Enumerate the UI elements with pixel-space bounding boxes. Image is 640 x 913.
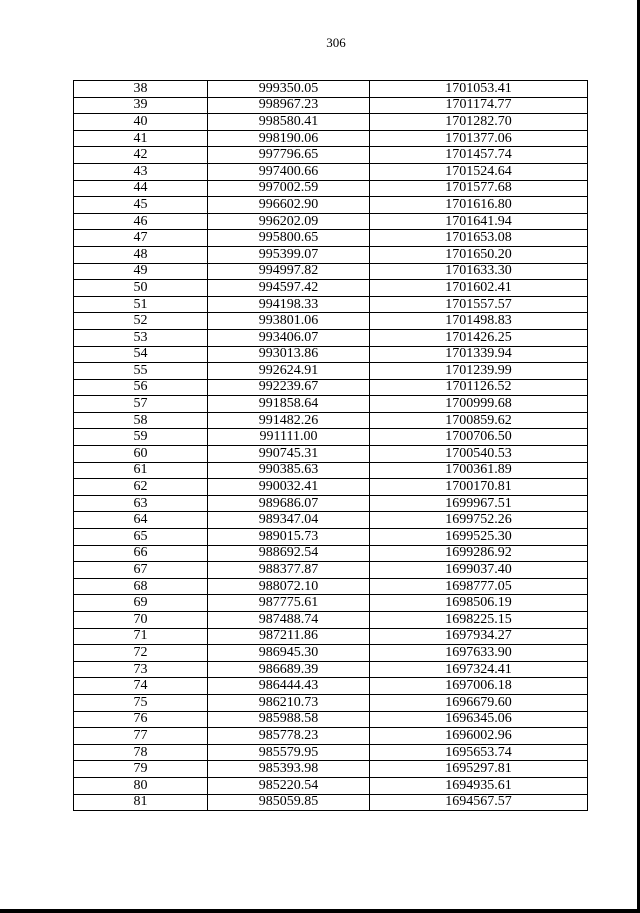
x-coordinate-cell: 997002.59 xyxy=(208,180,370,197)
x-coordinate-cell: 994997.82 xyxy=(208,263,370,280)
table-row xyxy=(74,263,588,280)
x-coordinate-cell: 993406.07 xyxy=(208,329,370,346)
y-coordinate-cell: 1701457.74 xyxy=(370,147,588,164)
point-number-cell: 52 xyxy=(74,313,208,330)
x-coordinate-cell: 985579.95 xyxy=(208,744,370,761)
point-number-cell: 61 xyxy=(74,462,208,479)
x-coordinate-cell: 991482.26 xyxy=(208,412,370,429)
table-row xyxy=(74,595,588,612)
y-coordinate-cell: 1699037.40 xyxy=(370,562,588,579)
y-coordinate-cell: 1701377.06 xyxy=(370,130,588,147)
y-coordinate-cell: 1697324.41 xyxy=(370,661,588,678)
y-coordinate-cell: 1696679.60 xyxy=(370,694,588,711)
table-row xyxy=(74,114,588,131)
point-number-cell: 71 xyxy=(74,628,208,645)
table-row xyxy=(74,379,588,396)
point-number-cell: 78 xyxy=(74,744,208,761)
point-number-cell: 44 xyxy=(74,180,208,197)
table-row xyxy=(74,197,588,214)
y-coordinate-cell: 1700706.50 xyxy=(370,429,588,446)
y-coordinate-cell: 1694935.61 xyxy=(370,777,588,794)
table-row xyxy=(74,761,588,778)
x-coordinate-cell: 985059.85 xyxy=(208,794,370,811)
scan-border-bottom xyxy=(0,909,640,913)
table-row xyxy=(74,147,588,164)
x-coordinate-cell: 989015.73 xyxy=(208,529,370,546)
y-coordinate-cell: 1701126.52 xyxy=(370,379,588,396)
x-coordinate-cell: 986210.73 xyxy=(208,694,370,711)
y-coordinate-cell: 1699286.92 xyxy=(370,545,588,562)
x-coordinate-cell: 986689.39 xyxy=(208,661,370,678)
x-coordinate-cell: 993801.06 xyxy=(208,313,370,330)
point-number-cell: 70 xyxy=(74,612,208,629)
y-coordinate-cell: 1701633.30 xyxy=(370,263,588,280)
x-coordinate-cell: 985988.58 xyxy=(208,711,370,728)
point-number-cell: 47 xyxy=(74,230,208,247)
point-number-cell: 62 xyxy=(74,479,208,496)
x-coordinate-cell: 987775.61 xyxy=(208,595,370,612)
point-number-cell: 74 xyxy=(74,678,208,695)
y-coordinate-cell: 1700859.62 xyxy=(370,412,588,429)
y-coordinate-cell: 1701577.68 xyxy=(370,180,588,197)
x-coordinate-cell: 990032.41 xyxy=(208,479,370,496)
y-coordinate-cell: 1701053.41 xyxy=(370,81,588,98)
x-coordinate-cell: 986444.43 xyxy=(208,678,370,695)
point-number-cell: 58 xyxy=(74,412,208,429)
table-row xyxy=(74,462,588,479)
y-coordinate-cell: 1694567.57 xyxy=(370,794,588,811)
point-number-cell: 51 xyxy=(74,296,208,313)
table-row xyxy=(74,313,588,330)
table-row xyxy=(74,180,588,197)
x-coordinate-cell: 997400.66 xyxy=(208,163,370,180)
x-coordinate-cell: 997796.65 xyxy=(208,147,370,164)
table-row xyxy=(74,628,588,645)
x-coordinate-cell: 992624.91 xyxy=(208,363,370,380)
x-coordinate-cell: 990385.63 xyxy=(208,462,370,479)
table-row xyxy=(74,230,588,247)
x-coordinate-cell: 988072.10 xyxy=(208,578,370,595)
point-number-cell: 60 xyxy=(74,446,208,463)
y-coordinate-cell: 1701616.80 xyxy=(370,197,588,214)
table-row xyxy=(74,479,588,496)
table-row xyxy=(74,363,588,380)
x-coordinate-cell: 992239.67 xyxy=(208,379,370,396)
point-number-cell: 59 xyxy=(74,429,208,446)
table-row xyxy=(74,296,588,313)
point-number-cell: 42 xyxy=(74,147,208,164)
point-number-cell: 49 xyxy=(74,263,208,280)
x-coordinate-cell: 996202.09 xyxy=(208,213,370,230)
x-coordinate-cell: 986945.30 xyxy=(208,645,370,662)
y-coordinate-cell: 1700170.81 xyxy=(370,479,588,496)
x-coordinate-cell: 994198.33 xyxy=(208,296,370,313)
page-number: 306 xyxy=(326,35,346,50)
y-coordinate-cell: 1696002.96 xyxy=(370,728,588,745)
y-coordinate-cell: 1701339.94 xyxy=(370,346,588,363)
table-row xyxy=(74,130,588,147)
x-coordinate-cell: 995800.65 xyxy=(208,230,370,247)
y-coordinate-cell: 1699967.51 xyxy=(370,495,588,512)
x-coordinate-cell: 991858.64 xyxy=(208,396,370,413)
point-number-cell: 50 xyxy=(74,280,208,297)
table-row xyxy=(74,446,588,463)
point-number-cell: 76 xyxy=(74,711,208,728)
table-row xyxy=(74,777,588,794)
point-number-cell: 40 xyxy=(74,114,208,131)
table-row xyxy=(74,529,588,546)
y-coordinate-cell: 1701602.41 xyxy=(370,280,588,297)
point-number-cell: 38 xyxy=(74,81,208,98)
table-row xyxy=(74,495,588,512)
point-number-cell: 55 xyxy=(74,363,208,380)
x-coordinate-cell: 999350.05 xyxy=(208,81,370,98)
x-coordinate-cell: 990745.31 xyxy=(208,446,370,463)
point-number-cell: 56 xyxy=(74,379,208,396)
point-number-cell: 68 xyxy=(74,578,208,595)
table-row xyxy=(74,346,588,363)
y-coordinate-cell: 1695653.74 xyxy=(370,744,588,761)
point-number-cell: 79 xyxy=(74,761,208,778)
point-number-cell: 67 xyxy=(74,562,208,579)
table-row xyxy=(74,512,588,529)
x-coordinate-cell: 985220.54 xyxy=(208,777,370,794)
y-coordinate-cell: 1701653.08 xyxy=(370,230,588,247)
y-coordinate-cell: 1701641.94 xyxy=(370,213,588,230)
table-row xyxy=(74,694,588,711)
point-number-cell: 69 xyxy=(74,595,208,612)
y-coordinate-cell: 1699525.30 xyxy=(370,529,588,546)
table-row xyxy=(74,412,588,429)
point-number-cell: 48 xyxy=(74,246,208,263)
y-coordinate-cell: 1700361.89 xyxy=(370,462,588,479)
point-number-cell: 39 xyxy=(74,97,208,114)
point-number-cell: 43 xyxy=(74,163,208,180)
y-coordinate-cell: 1698506.19 xyxy=(370,595,588,612)
point-number-cell: 77 xyxy=(74,728,208,745)
y-coordinate-cell: 1701498.83 xyxy=(370,313,588,330)
point-number-cell: 65 xyxy=(74,529,208,546)
table-row xyxy=(74,711,588,728)
y-coordinate-cell: 1698225.15 xyxy=(370,612,588,629)
x-coordinate-cell: 993013.86 xyxy=(208,346,370,363)
y-coordinate-cell: 1700540.53 xyxy=(370,446,588,463)
x-coordinate-cell: 991111.00 xyxy=(208,429,370,446)
x-coordinate-cell: 985393.98 xyxy=(208,761,370,778)
coordinate-table-body xyxy=(74,81,588,811)
point-number-cell: 54 xyxy=(74,346,208,363)
x-coordinate-cell: 994597.42 xyxy=(208,280,370,297)
table-row xyxy=(74,578,588,595)
point-number-cell: 73 xyxy=(74,661,208,678)
point-number-cell: 63 xyxy=(74,495,208,512)
table-row xyxy=(74,163,588,180)
table-row xyxy=(74,329,588,346)
x-coordinate-cell: 985778.23 xyxy=(208,728,370,745)
y-coordinate-cell: 1698777.05 xyxy=(370,578,588,595)
y-coordinate-cell: 1696345.06 xyxy=(370,711,588,728)
y-coordinate-cell: 1701282.70 xyxy=(370,114,588,131)
table-row xyxy=(74,545,588,562)
point-number-cell: 72 xyxy=(74,645,208,662)
x-coordinate-cell: 998580.41 xyxy=(208,114,370,131)
table-row xyxy=(74,678,588,695)
table-row xyxy=(74,612,588,629)
table-row xyxy=(74,661,588,678)
table-row xyxy=(74,562,588,579)
x-coordinate-cell: 996602.90 xyxy=(208,197,370,214)
table-row xyxy=(74,97,588,114)
point-number-cell: 81 xyxy=(74,794,208,811)
y-coordinate-cell: 1697006.18 xyxy=(370,678,588,695)
table-row xyxy=(74,213,588,230)
y-coordinate-cell: 1701650.20 xyxy=(370,246,588,263)
y-coordinate-cell: 1701426.25 xyxy=(370,329,588,346)
table-row xyxy=(74,280,588,297)
y-coordinate-cell: 1697633.90 xyxy=(370,645,588,662)
point-number-cell: 46 xyxy=(74,213,208,230)
coordinate-table xyxy=(73,80,588,811)
x-coordinate-cell: 989686.07 xyxy=(208,495,370,512)
point-number-cell: 45 xyxy=(74,197,208,214)
point-number-cell: 53 xyxy=(74,329,208,346)
point-number-cell: 57 xyxy=(74,396,208,413)
x-coordinate-cell: 989347.04 xyxy=(208,512,370,529)
x-coordinate-cell: 995399.07 xyxy=(208,246,370,263)
table-row xyxy=(74,396,588,413)
table-row xyxy=(74,645,588,662)
y-coordinate-cell: 1701524.64 xyxy=(370,163,588,180)
y-coordinate-cell: 1700999.68 xyxy=(370,396,588,413)
x-coordinate-cell: 988377.87 xyxy=(208,562,370,579)
table-row xyxy=(74,744,588,761)
x-coordinate-cell: 998967.23 xyxy=(208,97,370,114)
x-coordinate-cell: 988692.54 xyxy=(208,545,370,562)
table-row xyxy=(74,81,588,98)
y-coordinate-cell: 1697934.27 xyxy=(370,628,588,645)
point-number-cell: 41 xyxy=(74,130,208,147)
point-number-cell: 75 xyxy=(74,694,208,711)
table-row xyxy=(74,246,588,263)
point-number-cell: 66 xyxy=(74,545,208,562)
point-number-cell: 80 xyxy=(74,777,208,794)
table-row xyxy=(74,794,588,811)
y-coordinate-cell: 1695297.81 xyxy=(370,761,588,778)
y-coordinate-cell: 1701174.77 xyxy=(370,97,588,114)
x-coordinate-cell: 998190.06 xyxy=(208,130,370,147)
y-coordinate-cell: 1701557.57 xyxy=(370,296,588,313)
x-coordinate-cell: 987488.74 xyxy=(208,612,370,629)
y-coordinate-cell: 1701239.99 xyxy=(370,363,588,380)
x-coordinate-cell: 987211.86 xyxy=(208,628,370,645)
table-row xyxy=(74,728,588,745)
y-coordinate-cell: 1699752.26 xyxy=(370,512,588,529)
point-number-cell: 64 xyxy=(74,512,208,529)
table-row xyxy=(74,429,588,446)
